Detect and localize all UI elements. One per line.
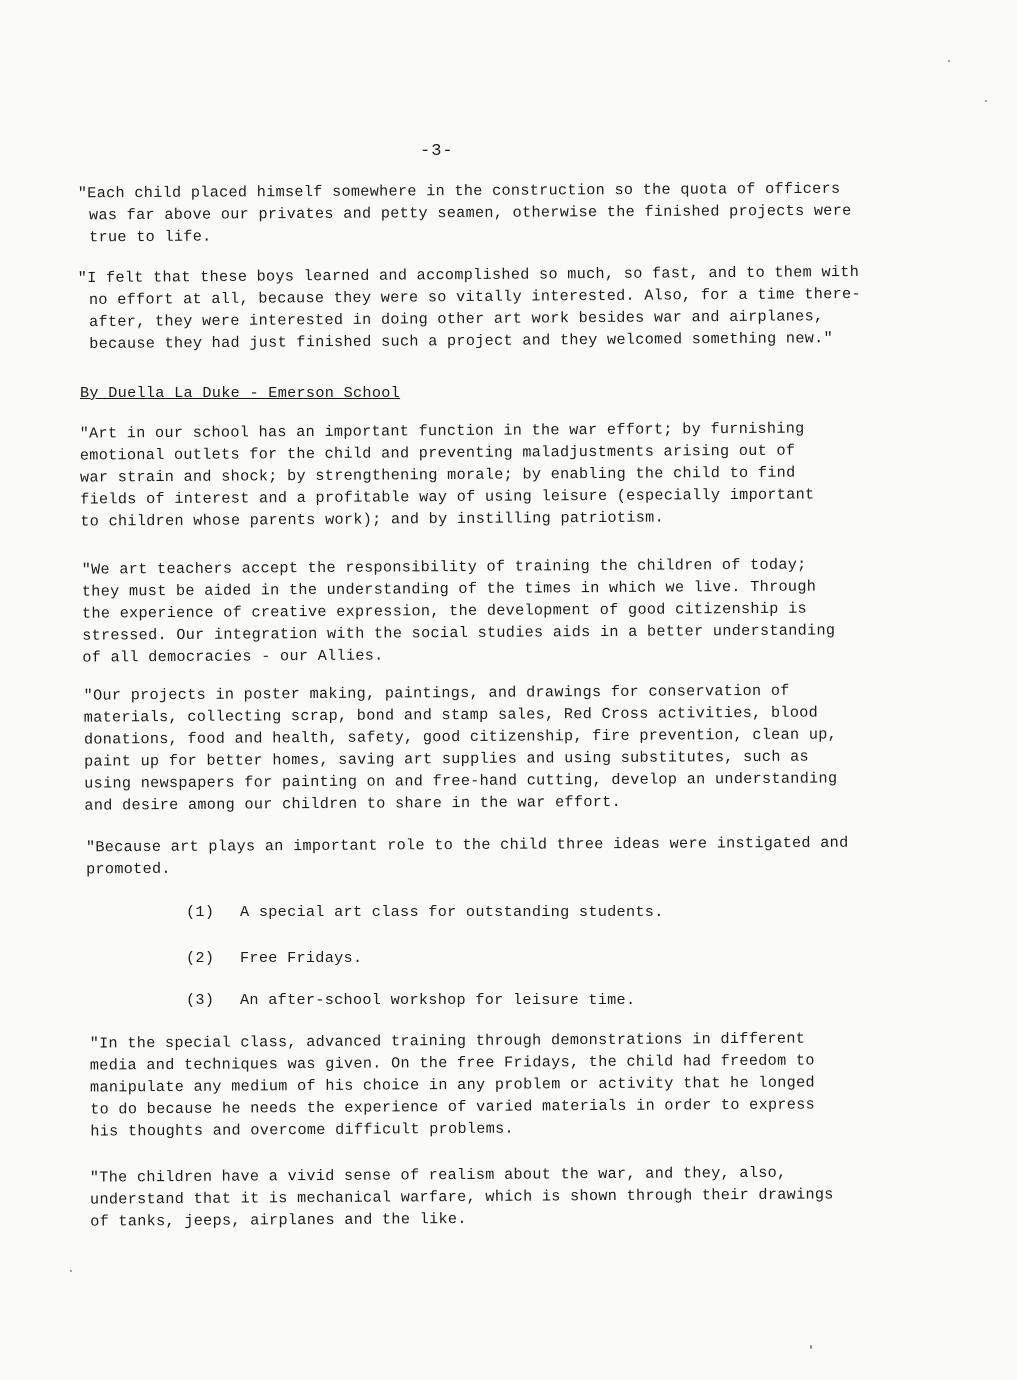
text-line: emotional outlets for the child and preventing maladjustments arising out of — [79, 441, 796, 465]
text-line: fields of interest and a profitable way of using leisure (especially important — [80, 485, 815, 509]
text-line: his thoughts and overcome difficult problems. — [90, 1119, 515, 1141]
text-line: "Because art plays an important role to the child three ideas were instigated and — [85, 833, 849, 857]
text-line: paint up for better homes, saving art supplies and using substitutes, such as — [84, 747, 810, 771]
text-line: donations, food and health, safety, good citizenship, fire prevention, clean up, — [83, 725, 838, 749]
text-line: because they had just finished such a project and they welcomed something new." — [89, 329, 834, 353]
list-item — [186, 903, 664, 921]
paragraph-3 — [80, 417, 815, 532]
list-text: Free Fridays. — [240, 949, 363, 967]
list-number: (1) — [186, 903, 215, 921]
text-line: true to life. — [89, 227, 212, 247]
list-item — [186, 991, 635, 1009]
text-line: stressed. Our integration with the social studies aids in a better understanding — [82, 621, 836, 645]
text-line: after, they were interested in doing other art work besides war and airplanes, — [89, 307, 824, 331]
text-line: no effort at all, because they were so vitally interested. Also, for a time there- — [88, 284, 861, 309]
paragraph-4 — [82, 553, 836, 668]
author-byline: By Duella La Duke - Emerson School — [80, 384, 401, 402]
paragraph-6 — [86, 832, 849, 881]
text-line: "I felt that these boys learned and accomplished so much, so fast, and to them with — [77, 262, 860, 288]
text-line: using newspapers for painting on and free-hand cutting, develop an understanding — [84, 769, 838, 793]
text-line: manipulate any medium of his choice in any problem or activity that he longed — [89, 1073, 815, 1097]
text-line: was far above our privates and petty seamen, otherwise the finished projects were — [88, 201, 852, 225]
scan-speck — [985, 100, 987, 102]
text-line: materials, collecting scrap, bond and stamp sales, Red Cross activities, blood — [83, 703, 819, 727]
scan-speck — [70, 1270, 72, 1272]
text-line: of all democracies - our Allies. — [82, 646, 384, 667]
list-text: An after-school workshop for leisure time. — [240, 991, 636, 1009]
list-number: (3) — [186, 991, 215, 1009]
text-line: and desire among our children to share in the war effort. — [84, 792, 622, 815]
paragraph-1 — [78, 178, 852, 249]
text-line: "Our projects in poster making, paintings, and drawings for conservation of — [83, 681, 790, 705]
list-text: A special art class for outstanding students. — [240, 903, 664, 921]
text-line: the experience of creative expression, the development of good citizenship is — [81, 599, 807, 623]
text-line: they must be aided in the understanding of the times in which we live. Through — [81, 577, 817, 601]
list-number: (2) — [186, 949, 215, 967]
page-number: -3- — [420, 142, 454, 161]
paragraph-5 — [84, 679, 838, 816]
text-line: "In the special class, advanced training through demonstrations in different — [89, 1029, 806, 1053]
text-line: "The children have a vivid sense of realism about the war, and they, also, — [89, 1163, 787, 1187]
paragraph-8 — [90, 1161, 834, 1232]
text-line: understand that it is mechanical warfare, which is shown through their drawings — [89, 1185, 834, 1209]
paragraph-7 — [90, 1027, 816, 1142]
text-line: "Each child placed himself somewhere in the construction so the quota of officers — [77, 179, 841, 203]
text-line: of tanks, jeeps, airplanes and the like. — [90, 1209, 467, 1231]
paragraph-2 — [78, 261, 862, 355]
scan-speck — [948, 60, 950, 62]
text-line: "Art in our school has an important function in the war effort; by furnishing — [79, 419, 805, 443]
text-line: media and techniques was given. On the free Fridays, the child had freedom to — [89, 1051, 815, 1075]
text-line: "We art teachers accept the responsibility of training the children of today; — [81, 555, 807, 579]
scan-speck — [810, 1345, 812, 1349]
text-line: to do because he needs the experience of varied materials in order to express — [90, 1095, 816, 1119]
text-line: to children whose parents work); and by instilling patriotism. — [80, 508, 665, 531]
list-item — [186, 949, 362, 967]
text-line: promoted. — [86, 859, 171, 879]
text-line: war strain and shock; by strengthening morale; by enabling the child to find — [79, 463, 796, 487]
